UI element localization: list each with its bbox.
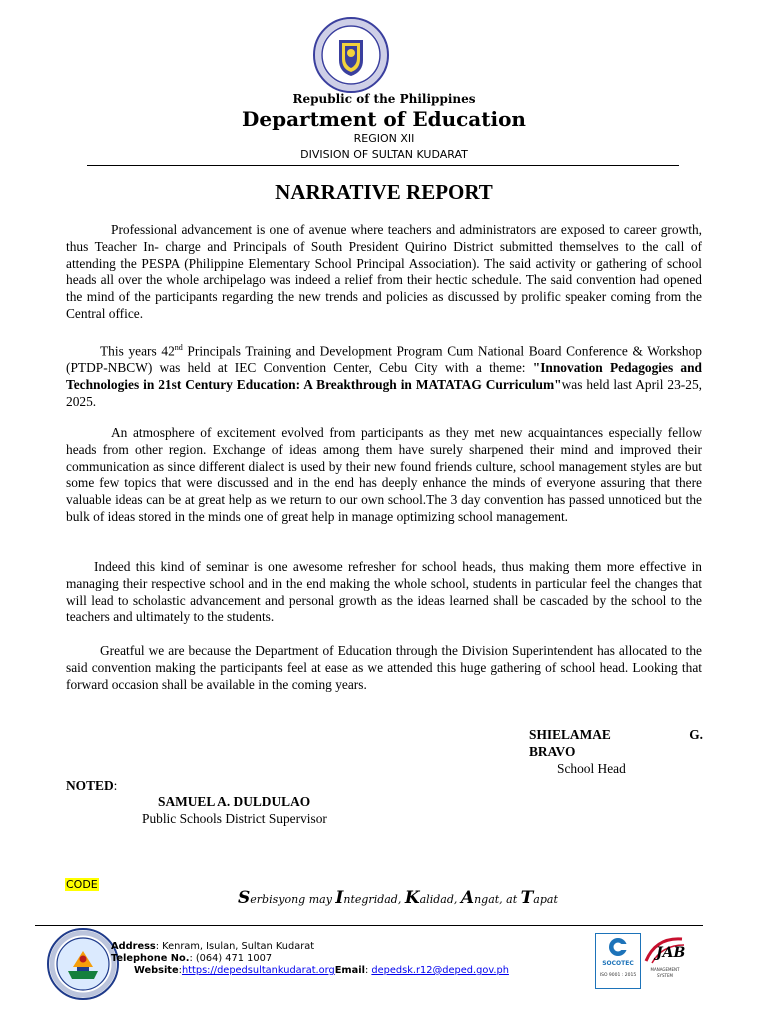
paragraph-2-body: Principals Training and Development Program Cum National Board Conference & Workshop (PTDP-NBCW) was held at IEC Convention Center, Cebu City with a theme: — [66, 343, 702, 376]
signatory-position: School Head — [557, 761, 626, 776]
noted-colon: : — [113, 778, 118, 793]
signatory-name — [529, 727, 703, 761]
republic-line: Republic of the Philippines — [292, 92, 476, 106]
motto-s: S — [238, 888, 251, 908]
paragraph-4 — [66, 559, 702, 626]
website-label: Website — [134, 965, 179, 976]
report-title: NARRATIVE REPORT — [275, 180, 493, 204]
paragraph-3-text: An atmosphere of excitement evolved from participants as they met new acquaintances especially fellow heads from other region. Exchange of ideas among them have surely sharpened their mind and improved their communication as since different dialect is used by their new found friends culture, school management styles are but some few topics that were discussed and in the end has deeply enhance the minds of everyone assuring that there valuable ideas can be at great help as we return to our own school.The 3 day convention has passed unnoticed but the bulk of ideas stored in the minds one of great help in manage optimizing school management. — [66, 425, 702, 524]
code-label: CODE — [66, 878, 98, 891]
motto-a: A — [460, 888, 475, 908]
jab-caption: MANAGEMENT SYSTEM — [650, 967, 680, 978]
address-line — [111, 941, 314, 952]
noted-label — [66, 778, 117, 794]
noted-position: Public Schools District Supervisor — [142, 811, 327, 826]
motto — [238, 888, 558, 908]
telephone-value: : (064) 471 1007 — [189, 953, 273, 964]
signatory-middle-initial: G. — [689, 727, 703, 742]
paragraph-2-dates: was held last April 23-25, 2025. — [66, 377, 703, 409]
conference-theme: "Innovation Pedagogies and Technologies in 21st Century Education: A Breakthrough in MATATAG Curriculum" — [66, 360, 703, 393]
header-rule — [87, 165, 679, 166]
email-label: Email — [334, 965, 365, 976]
deped-seal — [312, 16, 390, 94]
socotec-label: SOCOTEC — [602, 960, 634, 967]
contact-line — [134, 965, 509, 976]
noted-name: SAMUEL A. DULDULAO — [158, 794, 311, 809]
website-link[interactable]: https://depedsultankudarat.org — [181, 965, 335, 976]
motto-t: T — [520, 888, 534, 908]
paragraph-2 — [66, 340, 702, 411]
paragraph-1 — [66, 222, 702, 323]
signatory-last-name: BRAVO — [529, 743, 576, 759]
paragraph-4-text: Indeed this kind of seminar is one awesome refresher for school heads, thus making them more effective in managing their respective school and in the end making the whole school, students in particular feel the changes that will lead to scholastic advancement and personal growth as the ideas learned shall be cascaded by the school to the teachers and ultimately to the students. — [66, 559, 702, 625]
socotec-logo-icon — [596, 934, 640, 960]
telephone-label: Telephone No. — [111, 953, 190, 964]
website-sep: : — [178, 965, 182, 976]
jab-label: JAB — [656, 945, 686, 961]
socotec-badge — [595, 933, 641, 989]
paragraph-1-text: Professional advancement is one of avenue where teachers and administrators are exposed to career growth, thus Teacher In- charge and Principals of South President Quirino District submitted themselves to the call of attending the PESPA (Philippine Elementary School Principal Association). The said activity or gathering of school heads all over the whole archipelago was indeed a relief from their hectic schedule. The said convention had opened the mind of the participants regarding the new trends and policies as discussed by prolific speaker coming from the Central office. — [66, 222, 702, 321]
email-link[interactable]: depedsk.r12@deped.gov.ph — [371, 965, 509, 976]
paragraph-3 — [66, 425, 702, 526]
division-line: DIVISION OF SULTAN KUDARAT — [300, 148, 468, 161]
noted-label-text: NOTED — [66, 778, 114, 793]
paragraph-5-text: Greatful we are because the Department of Education through the Division Superintendent has allocated to the said convention making the participants feel at ease as we attended this huge gathering of school head. Looking that forward occasion shall be available in the coming years. — [66, 643, 702, 692]
motto-s-rest: erbisyong may — [250, 893, 336, 906]
motto-a-rest: ngat, at — [474, 893, 521, 906]
motto-i: I — [335, 888, 344, 908]
telephone-line — [111, 953, 272, 964]
motto-t-rest: apat — [533, 893, 558, 906]
jab-mark — [642, 935, 688, 987]
paragraph-5 — [66, 643, 702, 693]
paragraph-2-lead: This years 42 — [100, 343, 175, 359]
motto-k: K — [404, 888, 420, 908]
footer-rule — [35, 925, 703, 926]
department-name: Department of Education — [242, 107, 526, 131]
socotec-iso: ISO 9001 : 2015 — [599, 973, 637, 978]
motto-k-rest: alidad, — [419, 893, 461, 906]
region-line: REGION XII — [353, 132, 415, 145]
motto-i-rest: ntegridad, — [343, 893, 405, 906]
address-value: : Kenram, Isulan, Sultan Kudarat — [155, 941, 315, 952]
email-sep: : — [364, 965, 372, 976]
ordinal-suffix: nd — [174, 343, 183, 352]
division-seal — [46, 927, 120, 1001]
signatory-first-name: SHIELAMAE — [529, 727, 611, 742]
address-label: Address — [111, 941, 156, 952]
